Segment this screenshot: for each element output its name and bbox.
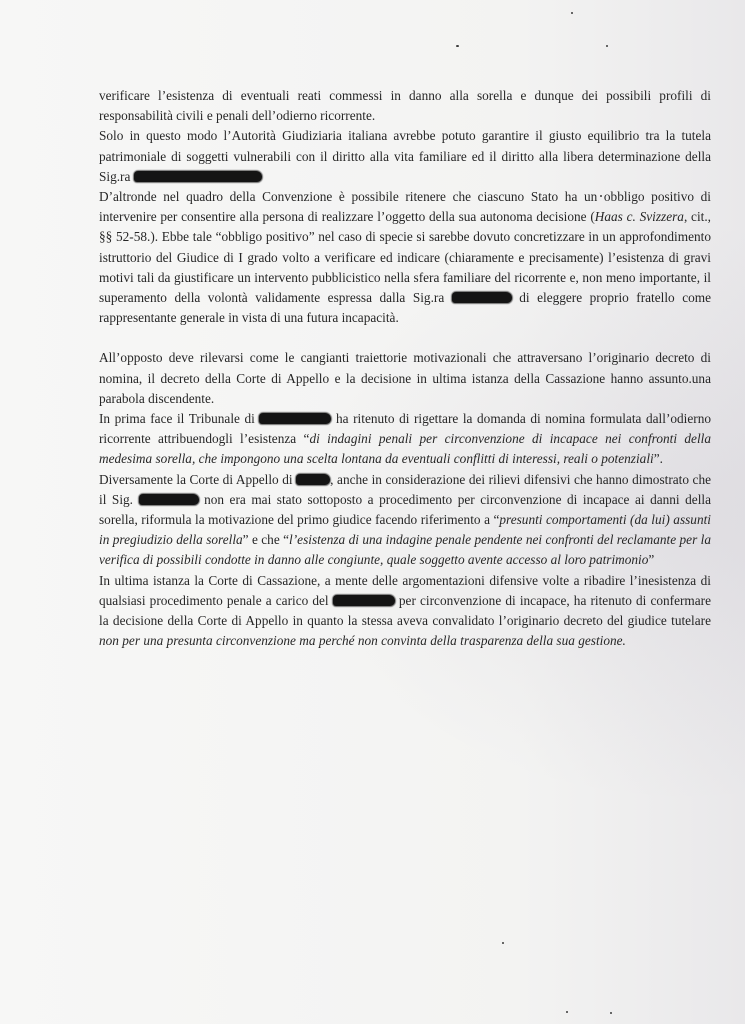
- text-segment: ha ritenuto di rigettare la domanda di nomina formulata dall’odierno ricorrente attribuendogli l’esistenza “: [99, 411, 711, 447]
- italic-text: non per una presunta circonvenzione ma perché non convinta della trasparenza della sua gestione.: [99, 633, 626, 649]
- paragraph-p7: [99, 571, 711, 652]
- scan-speck: [606, 45, 608, 47]
- text-segment: All’opposto deve rilevarsi come le cangianti traiettorie motivazionali che attraversano l’originario decreto di nomina, il decreto della Corte di Appello e la decisione in ultima istanza della Cassazione hanno assunto.una parabola discendente.: [99, 350, 711, 406]
- paragraph-p5: [99, 409, 711, 470]
- text-segment: per circonvenzione di incapace, ha ritenuto di confermare la decisione della Corte di Appello in quanto la stessa aveva convalidato l’originario decreto del giudice tutelare: [99, 592, 711, 629]
- text-segment: In prima face il Tribunale di: [99, 411, 260, 427]
- italic-text: presunti comportamenti (da lui) assunti in pregiudizio della sorella: [99, 512, 711, 548]
- paragraph-gap: [99, 328, 711, 348]
- paragraph-p1: [99, 86, 711, 126]
- redaction-mark: [259, 413, 331, 424]
- text-segment: Diversamente la Corte di Appello di: [99, 471, 297, 487]
- text-segment: di eleggere proprio fratello come rappresentante generale in vista di una futura incapacità.: [99, 290, 711, 326]
- scan-speck: [571, 12, 573, 14]
- text-segment: non era mai stato sottoposto a procedimento per circonvenzione di incapace ai danni della sorella, riformula la motivazione del primo giudice facendo riferimento a “: [99, 491, 711, 528]
- redaction-mark: [452, 292, 512, 303]
- scan-speck: [566, 1011, 568, 1013]
- scan-speck: [502, 942, 504, 944]
- text-segment: ”: [648, 552, 655, 568]
- redaction-mark: [139, 494, 199, 505]
- text-segment: ” e che “: [242, 532, 290, 548]
- text-segment: In ultima istanza la Corte di Cassazione, a mente delle argomentazioni difensive volte a ribadire l’inesistenza di qualsiasi procedimento penale a carico del: [99, 572, 711, 608]
- document-body: [99, 86, 711, 651]
- text-segment: Solo in questo modo l’Autorità Giudiziaria italiana avrebbe potuto garantire il giusto equilibrio tra la tutela patrimoniale di soggetti vulnerabili con il diritto alla vita familiare ed il diritto alla libera determinazione della Sig.ra: [99, 128, 711, 184]
- italic-text: Haas c. Svizzera: [594, 209, 684, 225]
- text-segment: ”.: [653, 451, 663, 467]
- text-segment: verificare l’esistenza di eventuali reati commessi in danno alla sorella e dunque dei possibili profili di responsabilità civili e penali dell’odierno ricorrente.: [99, 88, 711, 124]
- paragraph-p6: [99, 470, 711, 571]
- paragraph-p4: [99, 348, 711, 409]
- scan-speck: [456, 45, 459, 47]
- italic-text: l’esistenza di una indagine penale pendente nei confronti del reclamante per la verifica di possibili condotte in danno alle congiunte, quale soggetto avente accesso al loro patrimonio: [99, 532, 711, 568]
- paragraph-p2: [99, 126, 711, 187]
- paragraph-p3: [99, 187, 711, 328]
- text-segment: , cit., §§ 52-58.). Ebbe tale “obbligo positivo” nel caso di specie si sarebbe dovuto concretizzare in un approfondimento istruttorio del Giudice di I grado volto a verificare ed indicare (chiaramente e precisamente) l’esistenza di gravi motivi tali da giustificare un intervento pubblicistico nella sfera familiare del ricorrente e, non meno importante, il superamento della volontà validamente espressa dalla Sig.ra: [99, 209, 711, 306]
- scan-speck: [610, 1012, 612, 1014]
- redaction-mark: [333, 595, 395, 606]
- text-segment: D’altronde nel quadro della Convenzione è possibile ritenere che ciascuno Stato ha un obbligo positivo di intervenire per consentire alla persona di realizzare l’oggetto della sua autonoma decisione (: [99, 189, 711, 225]
- redaction-mark: [296, 474, 330, 485]
- text-segment: , anche in considerazione dei rilievi difensivi che hanno dimostrato che il Sig.: [99, 471, 712, 507]
- italic-text: di indagini penali per circonvenzione di incapace nei confronti della medesima sorella, che impongono una scelta lontana da eventuali conflitti di interessi, reali o potenziali: [99, 431, 711, 467]
- redaction-mark: [134, 171, 262, 182]
